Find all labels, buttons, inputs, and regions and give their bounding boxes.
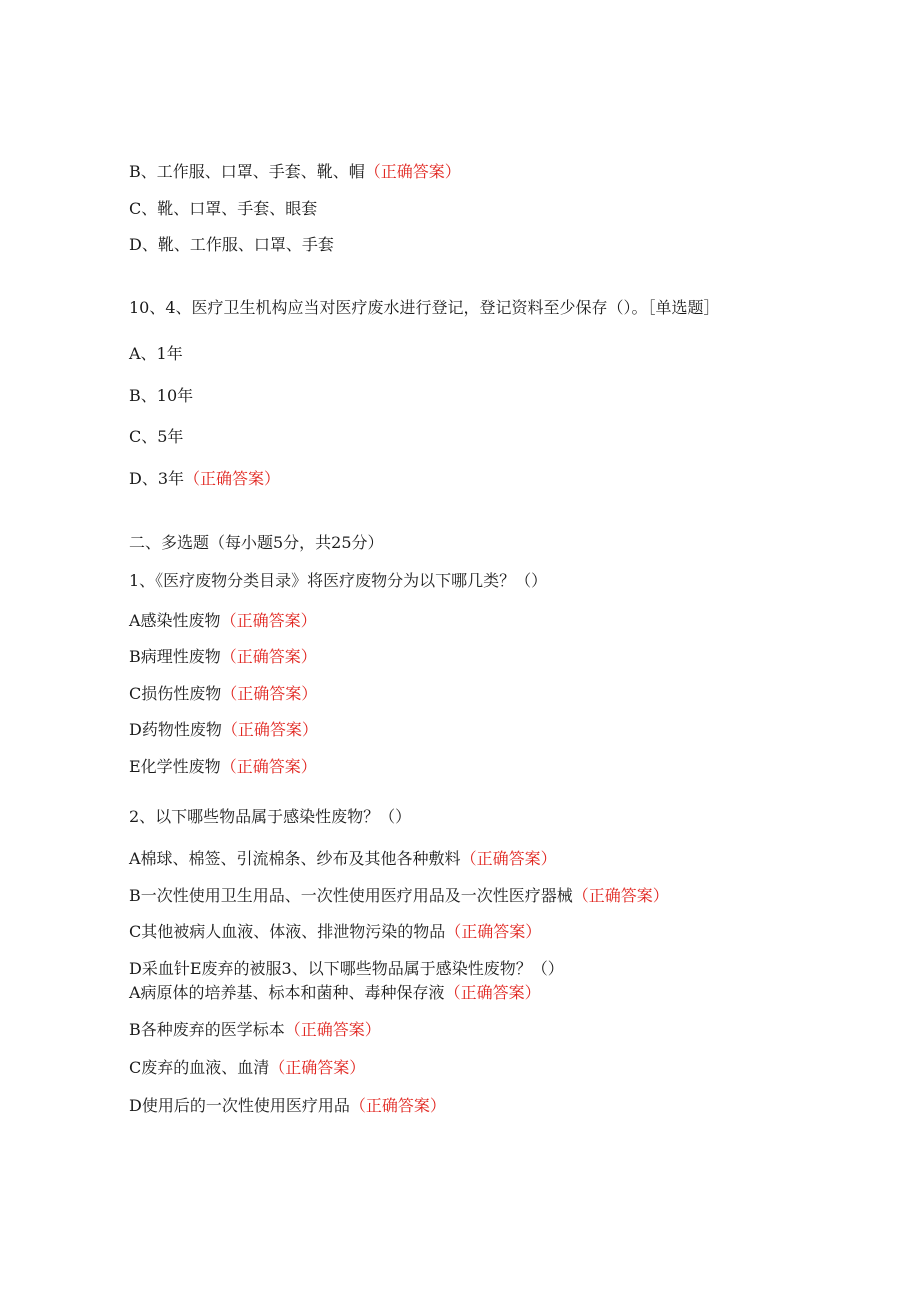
option-line [129,720,318,740]
correct-answer-mark: （正确答案） [221,720,318,739]
option-text: A、1年 [129,344,183,363]
correct-answer-mark: （正确答案） [444,983,541,1002]
correct-answer-mark: （正确答案） [220,757,317,776]
option-line [129,959,564,979]
correct-answer-mark: （正确答案） [364,162,461,181]
option-text: C其他被病人血液、体液、排泄物污染的物品 [129,922,446,941]
option-line [129,757,317,777]
option-line [129,199,317,219]
option-line [129,162,461,182]
correct-answer-mark: （正确答案） [220,647,317,666]
correct-answer-mark: （正确答案） [445,922,542,941]
option-line [129,922,541,942]
correct-answer-mark: （正确答案） [349,1096,446,1115]
question-line [129,571,547,591]
option-text: B各种废弃的医学标本 [129,1020,285,1039]
option-text: C废弃的血液、血清 [129,1058,270,1077]
option-text: D药物性废物 [129,720,222,739]
option-text: D、3年 [129,469,185,488]
option-line [129,983,541,1003]
option-line [129,235,334,255]
option-text: C损伤性废物 [129,684,222,703]
correct-answer-mark: （正确答案） [284,1020,381,1039]
option-text: D、靴、工作服、口罩、手套 [129,235,334,254]
section-heading [129,533,384,553]
option-text: B、工作服、口罩、手套、靴、帽 [129,162,365,181]
option-text: D使用后的一次性使用医疗用品 [129,1096,350,1115]
option-line [129,611,317,631]
option-text: D采血针E废弃的被服3、以下哪些物品属于感染性废物？（） [129,959,564,978]
correct-answer-mark: （正确答案） [184,469,281,488]
option-line [129,1096,446,1116]
option-line [129,1020,381,1040]
correct-answer-mark: （正确答案） [572,886,669,905]
option-line [129,427,183,447]
question-text: 10、4、医疗卫生机构应当对医疗废水进行登记，登记资料至少保存（）。［单选题］ [129,298,720,317]
correct-answer-mark: （正确答案） [269,1058,366,1077]
option-text: A病原体的培养基、标本和菌种、毒种保存液 [129,983,445,1002]
option-line [129,684,317,704]
option-line [129,344,183,364]
correct-answer-mark: （正确答案） [220,611,317,630]
option-line [129,469,280,489]
option-text: A感染性废物 [129,611,221,630]
option-line [129,849,557,869]
question-line [129,298,720,318]
section-heading-text: 二、多选题（每小题5分，共25分） [129,533,384,552]
option-text: A棉球、棉签、引流棉条、纱布及其他各种敷料 [129,849,461,868]
option-text: C、5年 [129,427,184,446]
option-line [129,647,317,667]
question-line [129,807,411,827]
option-text: B病理性废物 [129,647,221,666]
option-text: E化学性废物 [129,757,221,776]
correct-answer-mark: （正确答案） [460,849,557,868]
option-text: B、10年 [129,386,194,405]
option-line [129,886,669,906]
option-line [129,386,193,406]
option-text: C、靴、口罩、手套、眼套 [129,199,318,218]
option-text: B一次性使用卫生用品、一次性使用医疗用品及一次性医疗器械 [129,886,573,905]
option-line [129,1058,365,1078]
question-text: 2、以下哪些物品属于感染性废物？（） [129,807,412,826]
correct-answer-mark: （正确答案） [221,684,318,703]
question-text: 1、《医疗废物分类目录》将医疗废物分为以下哪几类？（） [129,571,548,590]
